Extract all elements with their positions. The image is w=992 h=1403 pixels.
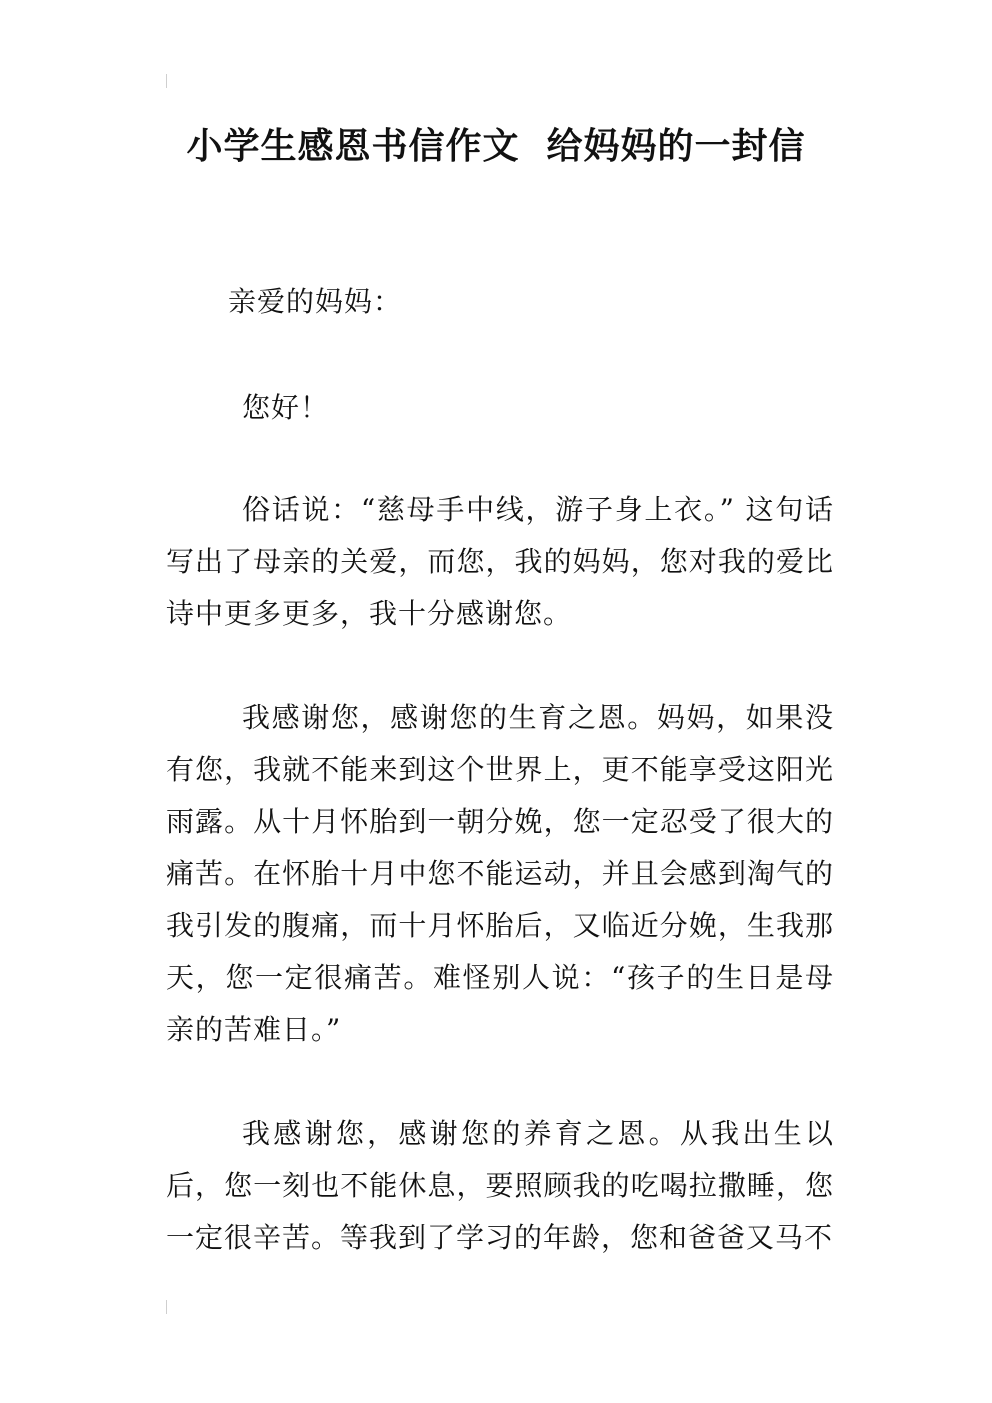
page-edge-mark-top <box>166 74 167 88</box>
greeting: 您好！ <box>242 391 330 424</box>
document-title: 小学生感恩书信作文 给妈妈的一封信 <box>186 126 806 167</box>
paragraph-3: 我感谢您，感谢您的养育之恩。从我出生以后，您一刻也不能休息，要照顾我的吃喝拉撒睡，您一定很辛苦。等我到了学习的年龄，您和爸爸又马不 <box>166 1117 834 1254</box>
page-edge-mark-bottom <box>166 1300 167 1314</box>
paragraph-2: 我感谢您，感谢您的生育之恩。妈妈，如果没有您，我就不能来到这个世界上，更不能享受这阳光雨露。从十月怀胎到一朝分娩，您一定忍受了很大的痛苦。在怀胎十月中您不能运动，并且会感到淘气的我引发的腹痛，而十月怀胎后，又临近分娩，生我那天，您一定很痛苦。难怪别人说：“孩子的生日是母亲的苦难日。” <box>166 701 834 1046</box>
paragraph-1: 俗话说：“慈母手中线，游子身上衣。” 这句话写出了母亲的关爱，而您，我的妈妈，您对我的爱比诗中更多更多，我十分感谢您。 <box>166 493 834 630</box>
salutation: 亲爱的妈妈： <box>228 285 403 318</box>
